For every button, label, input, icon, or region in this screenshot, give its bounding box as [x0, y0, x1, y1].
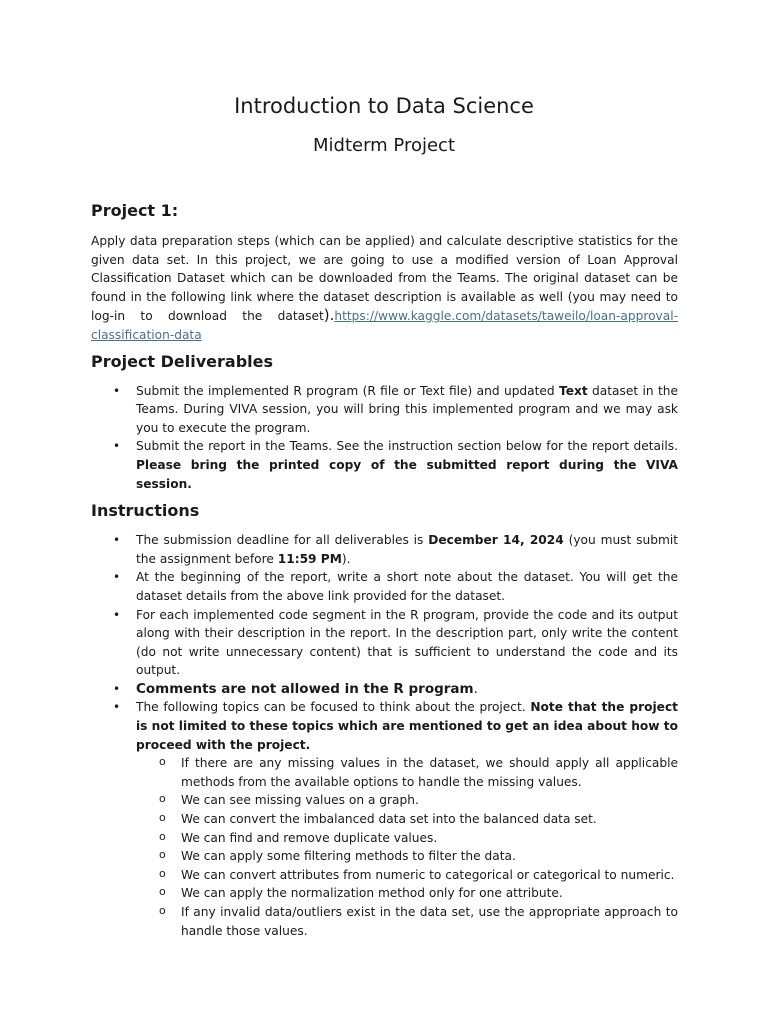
instruction-item-code-segments: • For each implemented code segment in the R program, provide the code and its output along with their description in the report. In the description part, only write the content (do not write unnecessary content) that is sufficient to understand the code and its output. — [136, 606, 678, 680]
deadline-date: December 14, 2024 — [428, 533, 564, 548]
dataset-link[interactable]: https://www.kaggle.com/datasets/taweilo/loan-approval-classification-data — [91, 309, 678, 342]
deliverable-item-report — [136, 437, 678, 493]
topic-item: o We can convert the imbalanced data set into the balanced data set. — [181, 810, 678, 829]
deliverables-list — [91, 382, 678, 494]
project-description — [91, 232, 678, 345]
topic-item: o If there are any missing values in the dataset, we should apply all applicable methods from the available options to handle the missing values. — [181, 754, 678, 791]
project-description-text: Apply data preparation steps (which can be applied) and calculate descriptive statistics for the given data set. In this project, we are going to use a modified version of Loan Approval Classification Dataset which can be downloaded from the Teams. The original dataset can be found in the following link where the dataset description is available as well (you may need to log-in to download the dataset — [91, 234, 678, 324]
deliverable-program-bold: Text — [559, 383, 588, 398]
project-description-close: ). — [323, 306, 335, 325]
topics-sublist — [136, 754, 678, 940]
instruction-item-deadline — [136, 531, 678, 568]
deliverable-program-text-1: Submit the implemented R program (R file or Text file) and updated — [136, 383, 560, 398]
instruction-item-comments — [136, 680, 678, 699]
topic-item: o If any invalid data/outliers exist in the data set, use the appropriate approach to handle those values. — [181, 903, 678, 940]
deadline-time: 11:59 PM — [277, 551, 342, 566]
document-body — [91, 200, 678, 940]
deliverables-heading: Project Deliverables — [91, 351, 274, 371]
instruction-item-dataset-note: • At the beginning of the report, write a short note about the dataset. You will get the dataset details from the above link provided for the dataset. — [136, 568, 678, 605]
deadline-text-2: (you must submit the assignment before — [136, 533, 678, 566]
comments-rule: Comments are not allowed in the R program — [136, 680, 474, 697]
topic-item: o We can apply some filtering methods to filter the data. — [181, 847, 678, 866]
deliverable-item-program — [136, 382, 678, 438]
deliverable-report-text: Submit the report in the Teams. See the instruction section below for the report details. — [136, 439, 678, 454]
deadline-text-3: ). — [341, 551, 351, 566]
instructions-list — [91, 531, 678, 940]
document-title: Introduction to Data Science — [234, 94, 534, 118]
deliverable-program-text-2: dataset in the Teams. During VIVA session, you will bring this implemented program and we may ask you to execute the program. — [136, 383, 678, 435]
comments-rule-period: . — [473, 680, 478, 697]
topics-text: The following topics can be focused to think about the project. — [136, 700, 531, 715]
topic-item: o We can apply the normalization method only for one attribute. — [181, 884, 678, 903]
document-subtitle: Midterm Project — [312, 135, 455, 156]
deadline-text-1: The submission deadline for all deliverables is — [136, 533, 429, 548]
topic-item: o We can see missing values on a graph. — [181, 791, 678, 810]
topics-note: Note that the project is not limited to these topics which are mentioned to get an idea about how to proceed with the project. — [136, 700, 678, 752]
deliverable-report-bold: Please bring the printed copy of the submitted report during the VIVA session. — [136, 457, 678, 491]
topic-item: o We can convert attributes from numeric to categorical or categorical to numeric. — [181, 866, 678, 885]
project-heading: Project 1: — [91, 201, 179, 220]
topic-item: o We can find and remove duplicate values. — [181, 829, 678, 848]
instructions-heading: Instructions — [91, 501, 200, 521]
instruction-item-topics — [136, 698, 678, 940]
